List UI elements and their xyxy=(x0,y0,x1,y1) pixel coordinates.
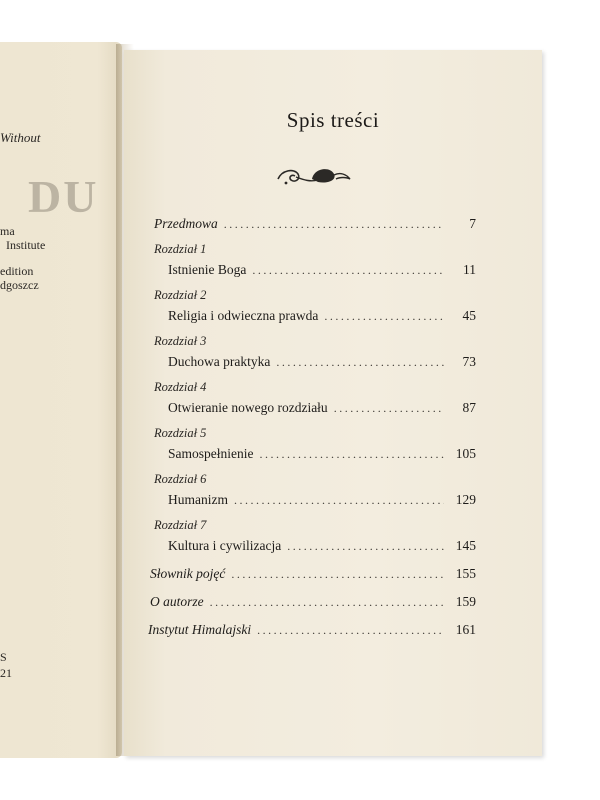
toc-chapter-label: Rozdział 7 xyxy=(154,518,207,532)
toc-page-number: 129 xyxy=(455,492,476,507)
toc-page-number: 87 xyxy=(462,400,476,415)
toc-entry-preface xyxy=(154,216,476,232)
toc-entry-title: Humanizm xyxy=(168,492,228,507)
toc-chapter-label: Rozdział 1 xyxy=(154,242,207,256)
toc-title: Spis treści xyxy=(286,108,380,132)
toc-entry-title: Istnienie Boga xyxy=(168,262,247,277)
left-fragment-dgoszcz: dgoszcz xyxy=(0,278,39,292)
toc-entry-chapter xyxy=(168,262,476,278)
toc-chapter-label: Rozdział 6 xyxy=(154,472,207,486)
toc-entry-chapter xyxy=(168,308,476,324)
right-page xyxy=(124,50,542,756)
toc-leader-dots xyxy=(276,355,444,370)
toc-entry-chapter xyxy=(168,354,476,370)
toc-entry-label: O autorze xyxy=(150,594,204,609)
toc-leader-dots xyxy=(259,447,444,462)
toc-entry-about-author xyxy=(150,594,476,610)
toc-entry-chapter xyxy=(168,446,476,462)
left-fragment-edition: edition xyxy=(0,264,34,278)
toc-entry-chapter xyxy=(168,400,476,416)
left-fragment-du: DU xyxy=(28,171,99,222)
toc-entry-title: Otwieranie nowego rozdziału xyxy=(168,400,328,415)
left-fragment-institute: Institute xyxy=(6,238,46,252)
toc-leader-dots xyxy=(324,309,444,324)
toc-leader-dots xyxy=(210,595,444,610)
toc-entry-institute xyxy=(148,622,476,638)
toc-leader-dots xyxy=(252,263,444,278)
toc-page-number: 45 xyxy=(462,308,476,323)
toc-entry-label: Instytut Himalajski xyxy=(148,622,252,637)
toc-chapter-label: Rozdział 2 xyxy=(154,288,207,302)
toc-leader-dots xyxy=(334,401,444,416)
left-fragment-21: 21 xyxy=(0,666,12,680)
toc-leader-dots xyxy=(231,567,444,582)
toc-page-number: 159 xyxy=(455,594,476,609)
toc-entry-label: Przedmowa xyxy=(154,216,218,231)
toc-page-number: 161 xyxy=(455,622,476,637)
toc-chapter-label: Rozdział 3 xyxy=(154,334,207,348)
toc-entry-chapter xyxy=(168,538,476,554)
left-page xyxy=(0,42,122,758)
toc-page-number: 11 xyxy=(463,262,476,277)
toc-page-number: 73 xyxy=(462,354,476,369)
toc-page-number: 155 xyxy=(455,566,476,581)
left-fragment-s: S xyxy=(0,650,7,664)
toc-leader-dots xyxy=(257,623,444,638)
toc-entry-glossary xyxy=(150,566,476,582)
toc-entry-label: Słownik pojęć xyxy=(150,566,226,581)
toc-leader-dots xyxy=(234,493,444,508)
toc-page-number: 145 xyxy=(455,538,476,553)
toc-page-number: 7 xyxy=(469,216,476,231)
toc-entry-chapter xyxy=(168,492,476,508)
toc-leader-dots xyxy=(224,217,444,232)
toc-chapter-label: Rozdział 4 xyxy=(154,380,207,394)
decorative-ornament-icon xyxy=(274,162,354,188)
toc-entry-title: Kultura i cywilizacja xyxy=(168,538,282,553)
toc-entry-title: Duchowa praktyka xyxy=(168,354,271,369)
toc-entry-title: Religia i odwieczna prawda xyxy=(168,308,319,323)
toc-entry-title: Samospełnienie xyxy=(168,446,254,461)
left-fragment-ma: ma xyxy=(0,224,15,238)
toc-chapter-label: Rozdział 5 xyxy=(154,426,207,440)
toc-leader-dots xyxy=(287,539,444,554)
toc-page-number: 105 xyxy=(455,446,476,461)
left-fragment-without: Without xyxy=(0,130,41,145)
